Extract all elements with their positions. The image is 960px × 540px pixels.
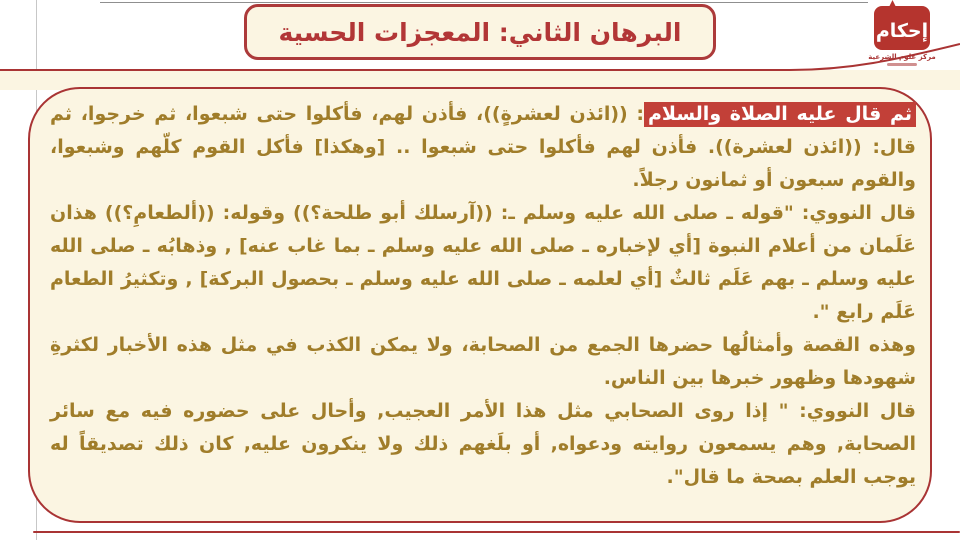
logo-wordmark: إحكام: [875, 19, 929, 42]
paragraph-hadith: [50, 98, 916, 197]
paragraph-nawawi-2: قال النووي: " إذا روى الصحابي مثل هذا الأمر العجيب, وأحال على حضوره فيه مع سائر الصحابة, وهم يسمعون روايته ودعواه, أو بلَغهم ذلك ولا ينكرون عليه, كان ذلك تصديقاً له يوجب العلم بصحة ما قال".: [50, 400, 916, 488]
content-text: [50, 98, 916, 494]
paragraph-story: وهذه القصة وأمثالُها حضرها الجمع من الصحابة، ولا يمكن الكذب في مثل هذه الأخبار لكثرةِ شهودها وظهور خبرها بين الناس.: [50, 334, 916, 389]
logo-finial-icon: [888, 0, 897, 9]
top-guideline: [100, 2, 868, 3]
logo-tagline-small: [887, 63, 917, 66]
paragraph-hadith-rest: : ((ائذن لعشرةٍ))، فأذن لهم، فأكلوا حتى شبعوا، ثم خرجوا، ثم قال: ((ائذن لعشرة)). فأذن لهم فأكلوا حتى شبعوا .. [وهكذا] فأكل القوم كلّهم وشبعوا، والقوم سبعون أو ثمانون رجلاً.: [50, 103, 916, 191]
logo-tagline: مركز علوم الشرعية: [868, 53, 936, 61]
logo-mark: [874, 6, 930, 50]
highlight-badge: ثم قال عليه الصلاة والسلام: [644, 102, 916, 127]
page-title: البرهان الثاني: المعجزات الحسية: [278, 17, 682, 47]
bottom-divider-line: [33, 531, 960, 533]
title-box: [244, 4, 716, 60]
paragraph-nawawi-1: قال النووي: "قوله ـ صلى الله عليه وسلم ـ: ((آرسلك أبو طلحة؟)) وقوله: ((ألطعامِ؟)) هذان عَلَمان من أعلام النبوة [أي لإخباره ـ صلى الله عليه وسلم ـ بما غاب عنه] , وذهابُه ـ صلى الله عليه وسلم ـ بهم عَلَم ثالثٌ [أي لعلمه ـ صلى الله عليه وسلم ـ بحصول البركة] , وتكثيرُ الطعام عَلَم رابع ".: [50, 202, 916, 323]
logo: [864, 6, 940, 66]
